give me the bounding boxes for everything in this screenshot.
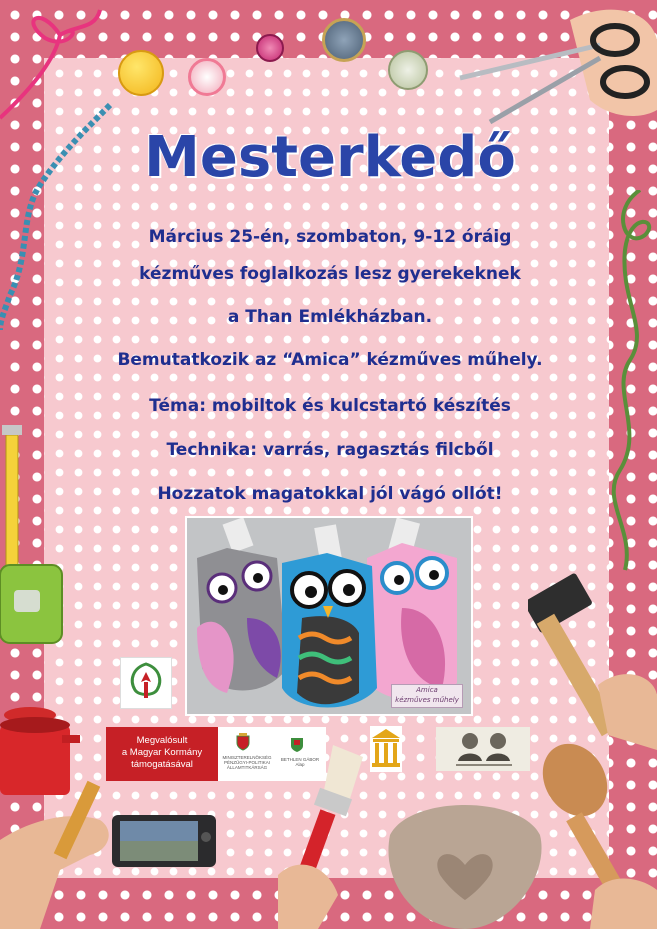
scissors-icon [450, 0, 657, 130]
button-icon [322, 18, 366, 62]
gov-line-1: Megvalósult [136, 735, 188, 746]
workshop-line: Bemutatkozik az “Amica” kézműves műhely. [117, 350, 543, 370]
caption-brand: Amica [416, 686, 438, 694]
ministry-line-2: PÉNZÜGYI-POLITIKAI ÁLLAMTITKÁRSÁG [223, 760, 270, 770]
button-icon [388, 50, 428, 90]
amica-caption [391, 684, 463, 708]
ministry-logo-block [218, 727, 326, 781]
ministry-line-1: MINISZTERELNÖKSÉG [222, 755, 272, 760]
green-wire-icon [590, 190, 657, 580]
museum-building-icon [370, 726, 402, 772]
government-support-logo [106, 727, 218, 781]
bethlen-line-2: Alap [295, 762, 305, 767]
hairbrush-icon [535, 740, 657, 929]
button-icon [256, 34, 284, 62]
hand-icon [0, 780, 120, 929]
ministry-text [222, 755, 272, 770]
bethlen-text [280, 757, 320, 767]
owl-photo [185, 516, 473, 716]
tree-emblem-icon [121, 658, 171, 708]
caption-sub: kézműves műhely [395, 696, 459, 704]
portraits-icon [436, 727, 530, 771]
poster-title: Mesterkedő [144, 125, 516, 190]
clay-heart-icon [380, 775, 550, 929]
museum-logo [370, 726, 402, 772]
venue-line: a Than Emlékházban. [227, 307, 433, 327]
button-icon [188, 58, 226, 96]
bring-scissors-line: Hozzatok magatokkal jól vágó ollót! [157, 484, 503, 504]
bethlen-emblem-icon [290, 737, 304, 753]
date-line: Március 25-én, szombaton, 9-12 óráig [148, 227, 512, 247]
bethlen-line-1: BETHLEN GÁBOR [280, 757, 320, 762]
coat-of-arms-icon [236, 733, 250, 751]
gov-line-3: támogatásával [131, 759, 193, 770]
camera-icon [112, 815, 216, 867]
theme-line: Téma: mobiltok és kulcstartó készítés [149, 396, 511, 416]
technique-line: Technika: varrás, ragasztás filcből [166, 440, 494, 460]
portraits-logo [436, 727, 530, 771]
tree-emblem-logo [120, 657, 172, 709]
button-icon [118, 50, 164, 96]
gov-line-2: a Magyar Kormány [121, 747, 203, 758]
hammer-icon [528, 565, 657, 750]
activity-line: kézműves foglalkozás lesz gyerekeknek [139, 264, 521, 284]
